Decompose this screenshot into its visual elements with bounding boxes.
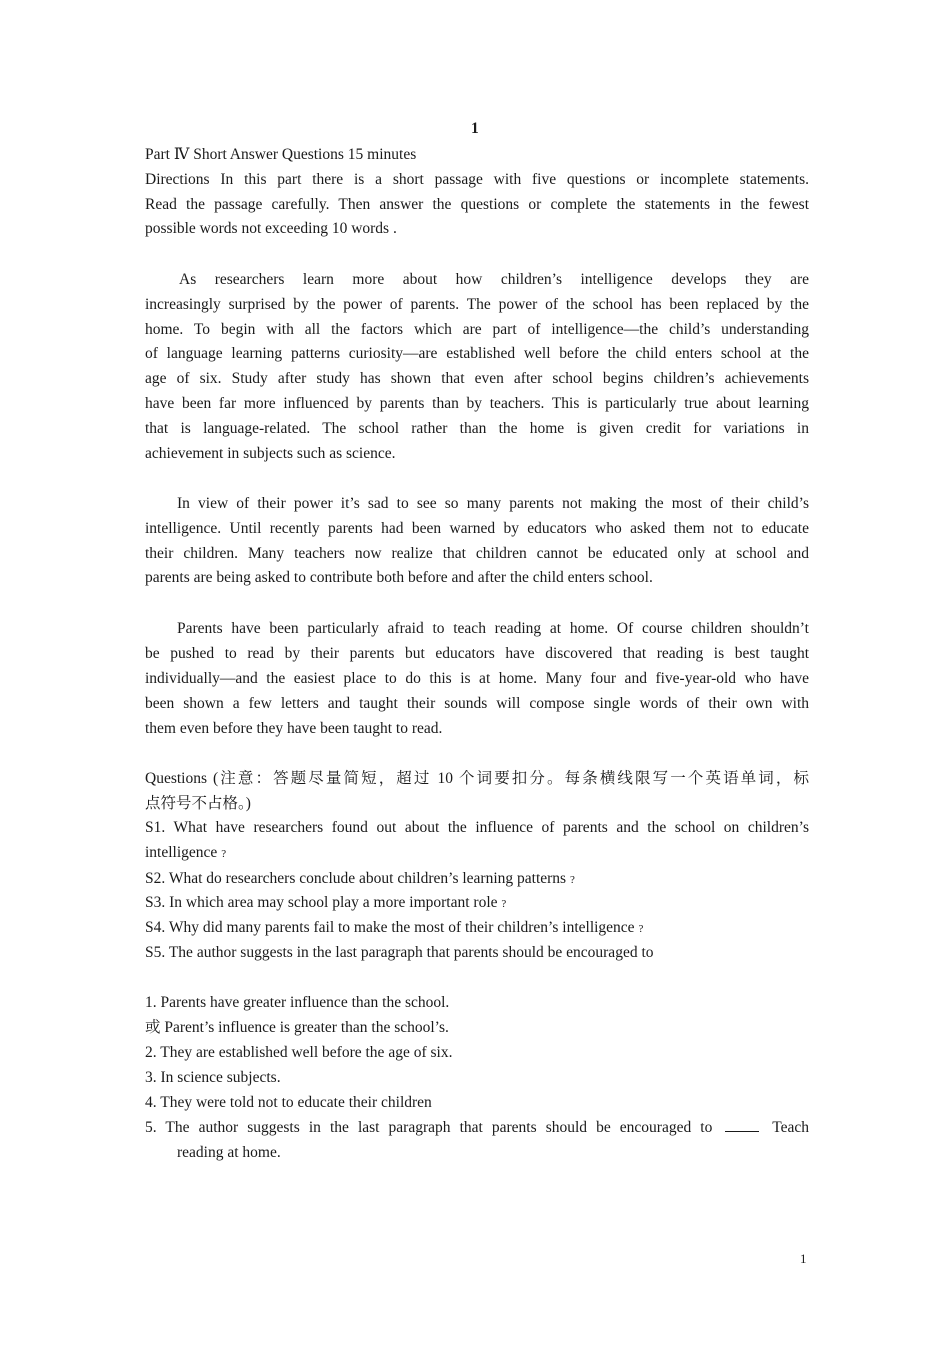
answer-3: 3. In science subjects. [145, 1069, 281, 1086]
passage-p3-line-4: been shown a few letters and taught their sounds will compose single words of their own with [145, 695, 809, 712]
directions-line-1: Directions In this part there is a short passage with five questions or incomplete statements. [145, 171, 809, 188]
question-s1-line-2 [145, 843, 226, 864]
passage-p1-line-8: achievement in subjects such as science. [145, 445, 396, 462]
question-s2-text: S2. What do researchers conclude about children’s learning patterns [145, 870, 567, 887]
passage-p1-line-5: age of six. Study after study has shown that even after school begins children’s achievements [145, 370, 809, 387]
answer-4: 4. They were told not to educate their children [145, 1094, 432, 1111]
passage-p3-line-5: them even before they have been taught to read. [145, 720, 443, 737]
header-page-number: 1 [471, 120, 479, 137]
footer-page-number: 1 [800, 1251, 807, 1266]
passage-p3-line-2: be pushed to read by their parents but educators have discovered that reading is best taught [145, 645, 809, 662]
question-s3-text: S3. In which area may school play a more important role [145, 894, 498, 911]
answer-5-blank [725, 1118, 759, 1132]
question-s2 [145, 869, 575, 890]
passage-p1-line-6: have been far more influenced by parents than by teachers. This is particularly true about learning [145, 395, 809, 412]
passage-p1-line-7: that is language-related. The school rather than the home is given credit for variations in [145, 420, 809, 437]
question-s2-mark: ? [569, 874, 575, 886]
passage-p2-line-2: intelligence. Until recently parents had been warned by educators who asked them not to educate [145, 520, 809, 537]
directions-line-3: possible words not exceeding 10 words . [145, 220, 397, 237]
passage-p1-line-4: of language learning patterns curiosity—are established well before the child enters school at the [145, 345, 809, 362]
passage-p2-line-1: In view of their power it’s sad to see so many parents not making the most of their child’s [177, 495, 809, 512]
answer-5-line-2: reading at home. [177, 1144, 281, 1161]
passage-p3-line-1: Parents have been particularly afraid to teach reading at home. Of course children shouldn’t [177, 620, 809, 637]
passage-p2-line-3: their children. Many teachers now realize that children cannot be educated only at school and [145, 545, 809, 562]
directions-line-2: Read the passage carefully. Then answer the questions or complete the statements in the fewest [145, 196, 809, 213]
section-title: Part Ⅳ Short Answer Questions 15 minutes [145, 146, 417, 163]
questions-heading-line-2: 点符号不占格。) [145, 795, 251, 812]
question-s1-line-1: S1. What have researchers found out about the influence of parents and the school on children’s [145, 819, 809, 836]
passage-p1-line-1: As researchers learn more about how children’s intelligence develops they are [179, 271, 809, 288]
answer-1: 1. Parents have greater influence than the school. [145, 994, 450, 1011]
questions-heading-line-1: Questions (注意：答题尽量简短，超过 10 个词要扣分。每条横线限写一个英语单词，标 [145, 770, 809, 787]
answer-5-suffix: Teach [772, 1119, 810, 1136]
answer-2: 2. They are established well before the age of six. [145, 1044, 453, 1061]
question-s4 [145, 918, 643, 939]
passage-p1-line-2: increasingly surprised by the power of parents. The power of the school has been replaced by the [145, 296, 809, 313]
question-s5: S5. The author suggests in the last paragraph that parents should be encouraged to [145, 944, 654, 961]
passage-p2-line-4: parents are being asked to contribute both before and after the child enters school. [145, 569, 653, 586]
question-s3-mark: ? [501, 898, 507, 910]
answer-5-prefix: 5. The author suggests in the last paragraph that parents should be encouraged to [145, 1119, 713, 1136]
passage-p1-line-3: home. To begin with all the factors which are part of intelligence—the child’s understanding [145, 321, 809, 338]
question-s1-text: intelligence [145, 844, 218, 861]
answer-5-line-1 [145, 1118, 809, 1138]
question-s3 [145, 893, 506, 914]
question-s4-text: S4. Why did many parents fail to make the most of their children’s intelligence [145, 919, 635, 936]
passage-p3-line-3: individually—and the easiest place to do this is at home. Many four and five-year-old who have [145, 670, 809, 687]
question-s4-mark: ? [638, 923, 644, 935]
question-s1-mark: ? [221, 848, 227, 860]
answer-1-alt: 或 Parent’s influence is greater than the school’s. [145, 1019, 449, 1036]
